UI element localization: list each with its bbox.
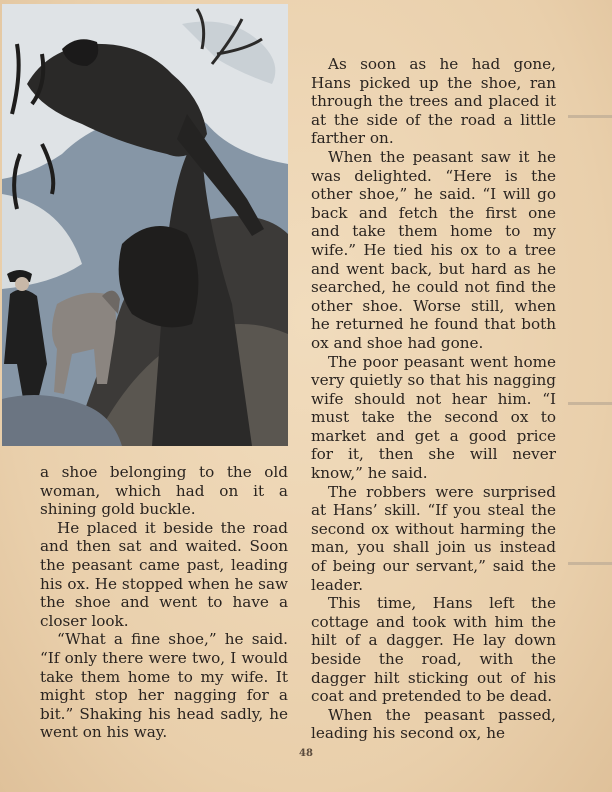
paragraph: “What a fine shoe,” he said. “If only there were two, I would take them home to my wife. It might stop her nagging for a bit.” Shaking his head sadly, he went on his way. (40, 630, 288, 742)
illustration-icon (2, 4, 288, 446)
paragraph: a shoe belonging to the old woman, which had on it a shining gold buckle. (40, 463, 288, 519)
right-text-column (311, 55, 556, 743)
paragraph: As soon as he had gone, Hans picked up the shoe, ran through the trees and placed it at the side of the road a little farther on. (311, 55, 556, 148)
paragraph: The poor peasant went home very quietly so that his nagging wife should not hear him. “I must take the second ox to market and get a good price for it, then she will never know,” he said. (311, 352, 556, 483)
left-text-column (40, 463, 288, 742)
paragraph: He placed it beside the road and then sat and waited. Soon the peasant came past, leading his ox. He stopped when he saw the shoe and went to have a closer look. (40, 518, 288, 630)
paragraph: When the peasant saw it he was delighted. “Here is the other shoe,” he said. “I will go back and fetch the first one and take them home to my wife.” He tied his ox to a tree and went back, but hard as he searched, he could not find the other shoe. Worse still, when he returned he found that both ox and shoe had gone. (311, 147, 556, 352)
page-edge-mark (568, 402, 612, 405)
paragraph: This time, Hans left the cottage and took with him the hilt of a dagger. He lay down beside the road, with the dagger hilt sticking out of his coat and pretended to be dead. (311, 594, 556, 706)
story-illustration (2, 4, 288, 446)
page-edge-mark (568, 115, 612, 118)
page-number: 48 (299, 748, 313, 759)
page-edge-mark (568, 562, 612, 565)
paragraph: The robbers were surprised at Hans’ skill. “If you steal the second ox without harming the man, you shall join us instead of being our servant,” said the leader. (311, 482, 556, 594)
paragraph: When the peasant passed, leading his second ox, he (311, 705, 556, 743)
